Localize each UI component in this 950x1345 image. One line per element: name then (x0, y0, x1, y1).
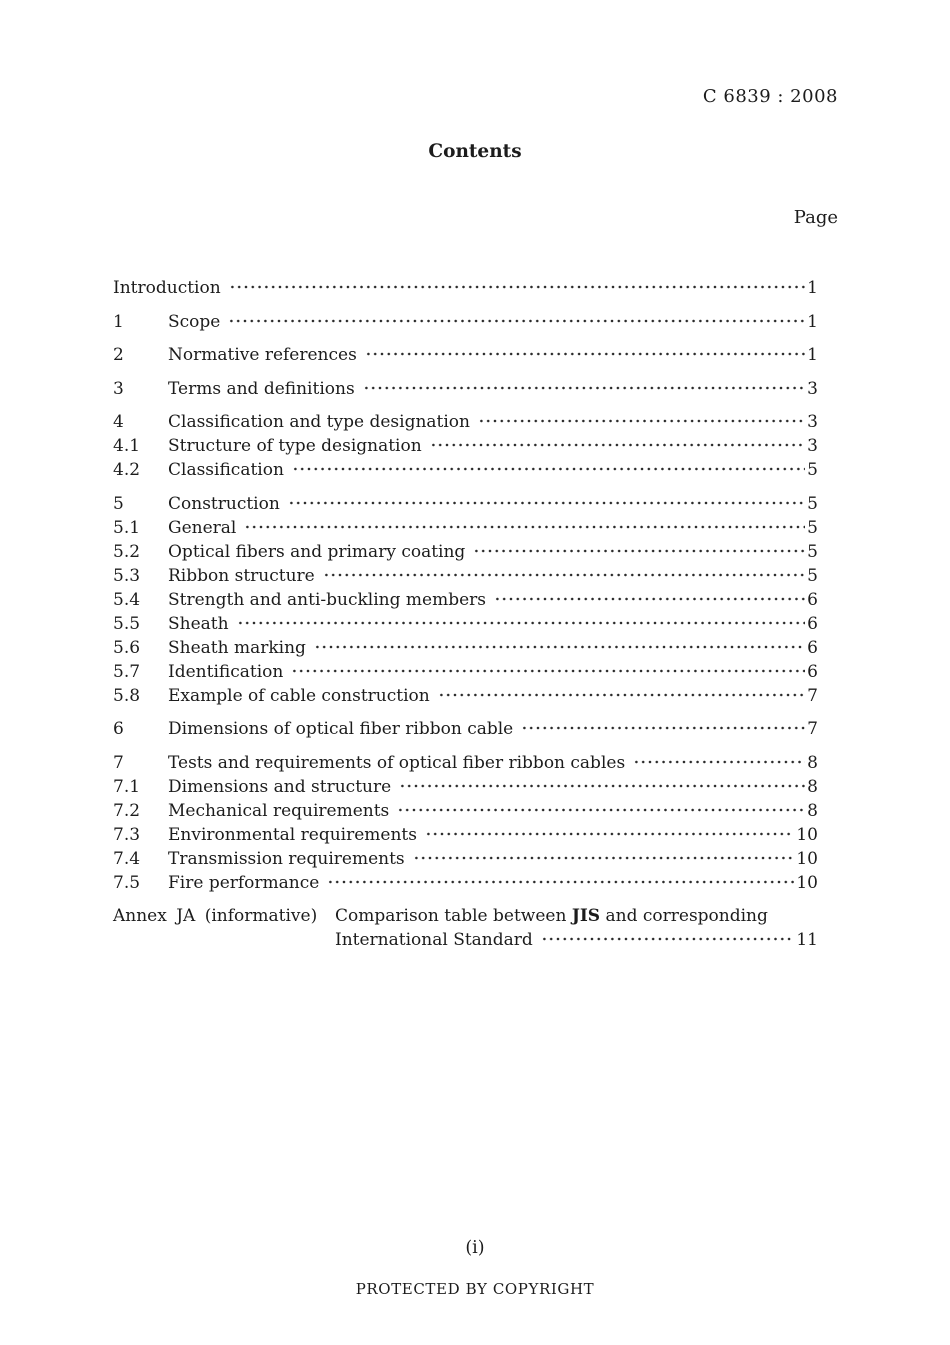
toc-row (113, 492, 818, 516)
toc-entry-title: Classification (168, 460, 284, 480)
toc-entry-page: 5 (807, 517, 818, 538)
table-of-contents (113, 276, 818, 952)
toc-entry-title: Introduction (113, 278, 221, 298)
toc-entry-page: 8 (807, 800, 818, 821)
toc-entry-page: 10 (796, 824, 818, 845)
annex-title-line2-text: International Standard (335, 930, 533, 950)
dot-leader (237, 620, 806, 626)
toc-entry-page: 6 (807, 613, 818, 634)
toc-row (113, 276, 818, 300)
dot-leader (413, 855, 795, 861)
toc-entry-page: 8 (807, 776, 818, 797)
toc-entry-page: 5 (807, 541, 818, 562)
toc-entry-number: 5.2 (113, 541, 141, 562)
toc-entry-number: 5.6 (113, 637, 141, 658)
dot-leader (521, 725, 805, 731)
toc-row (113, 343, 818, 367)
toc-entry-page: 1 (807, 311, 818, 332)
toc-entry-number: 7.2 (113, 800, 141, 821)
toc-row (113, 660, 818, 684)
toc-entry-number: 4.2 (113, 460, 141, 480)
toc-entry-number: 1 (113, 311, 124, 332)
toc-entry-page: 7 (807, 685, 818, 706)
toc-entry-title: Dimensions of optical fiber ribbon cable (168, 719, 514, 739)
toc-entry-page: 1 (807, 345, 818, 365)
toc-entry-page: 5 (807, 565, 818, 586)
dot-leader (314, 644, 805, 650)
toc-entry-number: 7.5 (113, 872, 141, 893)
dot-leader (473, 548, 805, 554)
toc-entry-page: 3 (807, 436, 818, 456)
toc-entry-number: 3 (113, 378, 124, 399)
dot-leader (397, 807, 805, 813)
toc-row (113, 717, 818, 741)
dot-leader (633, 759, 805, 765)
toc-entry-page: 5 (807, 493, 818, 514)
page-column-label: Page (793, 207, 838, 228)
dot-leader (244, 524, 805, 530)
annex-label: Annex JA (informative) (113, 906, 318, 926)
toc-row (113, 588, 818, 612)
toc-entry-title: Terms and definitions (168, 378, 355, 399)
dot-leader (323, 572, 805, 578)
toc-entry-page: 1 (807, 278, 818, 298)
annex-title-text-cont: and corresponding (605, 906, 768, 926)
toc-row (113, 516, 818, 540)
toc-entry-number: 7 (113, 752, 124, 773)
toc-entry-title: Environmental requirements (168, 824, 417, 845)
toc-entry-number: 5.7 (113, 661, 141, 682)
toc-row (113, 871, 818, 895)
toc-entry-number: 4.1 (113, 436, 141, 456)
toc-entry-page: 6 (807, 661, 818, 682)
toc-entry-title: Identification (168, 661, 284, 682)
toc-entry-page: 8 (807, 752, 818, 773)
toc-entry-title: Sheath marking (168, 637, 306, 658)
toc-row (113, 684, 818, 708)
annex-title-block (335, 904, 818, 952)
toc-entry-number: 7.1 (113, 776, 141, 797)
toc-row (113, 410, 818, 434)
dot-leader (399, 783, 805, 789)
toc-entry-page: 5 (807, 460, 818, 480)
toc-row (113, 458, 818, 482)
toc-entry-number: 4 (113, 412, 124, 432)
toc-entry-number: 5 (113, 493, 124, 514)
toc-entry-page: 10 (796, 872, 818, 893)
dot-leader (288, 500, 805, 506)
toc-row (113, 847, 818, 871)
dot-leader (541, 936, 795, 942)
toc-entry-title: Fire performance (168, 872, 320, 893)
toc-row (113, 823, 818, 847)
toc-entry-number: 7.4 (113, 848, 141, 869)
toc-row (113, 612, 818, 636)
annex-title-text: Comparison table between (335, 906, 567, 926)
toc-entry-number: 5.4 (113, 589, 141, 610)
toc-entry-page: 6 (807, 637, 818, 658)
toc-row (113, 564, 818, 588)
footer-copyright-notice: PROTECTED BY COPYRIGHT (355, 1280, 595, 1298)
toc-entry-title: Example of cable construction (168, 685, 430, 706)
toc-entry-title: Strength and anti-buckling members (168, 589, 487, 610)
toc-entry-number: 5.8 (113, 685, 141, 706)
toc-entry-number: 2 (113, 345, 124, 365)
toc-entry-number: 5.5 (113, 613, 141, 634)
toc-entry-title: Construction (168, 493, 280, 514)
dot-leader (430, 442, 805, 448)
toc-row (113, 799, 818, 823)
toc-entry-page: 10 (796, 848, 818, 869)
toc-entry-number: 6 (113, 719, 124, 739)
annex-entry (113, 904, 818, 952)
toc-entry-page: 3 (807, 412, 818, 432)
toc-entry-title: Transmission requirements (168, 848, 405, 869)
toc-entry-page: 7 (807, 719, 818, 739)
annex-title-line2 (335, 928, 818, 952)
page-title: Contents (428, 141, 522, 162)
dot-leader (425, 831, 794, 837)
dot-leader (494, 596, 805, 602)
toc-entry-number: 5.1 (113, 517, 141, 538)
toc-entry-title: Classification and type designation (168, 412, 470, 432)
toc-row (113, 377, 818, 401)
toc-row (113, 636, 818, 660)
toc-row (113, 775, 818, 799)
toc-entry-number: 5.3 (113, 565, 141, 586)
footer-page-number: (i) (465, 1238, 485, 1258)
toc-entry-title: Structure of type designation (168, 436, 422, 456)
toc-entry-title: General (168, 517, 237, 538)
toc-entry-title: Tests and requirements of optical fiber ribbon cables (168, 752, 626, 773)
toc-entry-title: Sheath (168, 613, 229, 634)
dot-leader (363, 385, 806, 391)
toc-entry-page: 3 (807, 378, 818, 399)
dot-leader (228, 318, 805, 324)
toc-entry-title: Ribbon structure (168, 565, 315, 586)
dot-leader (291, 668, 805, 674)
dot-leader (327, 879, 794, 885)
annex-title-bold-jis: JIS (571, 906, 601, 926)
toc-row (113, 434, 818, 458)
toc-entry-title: Optical fibers and primary coating (168, 541, 466, 562)
toc-entry-number: 7.3 (113, 824, 141, 845)
toc-list (113, 276, 818, 895)
toc-row (113, 310, 818, 334)
dot-leader (438, 692, 805, 698)
toc-entry-title: Dimensions and structure (168, 776, 392, 797)
dot-leader (229, 284, 806, 290)
toc-entry-page: 6 (807, 589, 818, 610)
dot-leader (365, 351, 805, 357)
dot-leader (292, 466, 805, 472)
toc-entry-title: Scope (168, 311, 221, 332)
annex-title-line1 (335, 906, 768, 926)
dot-leader (478, 418, 805, 424)
annex-page-number: 11 (796, 930, 818, 950)
toc-entry-title: Normative references (168, 345, 357, 365)
document-number: C 6839 : 2008 (702, 86, 838, 107)
toc-row (113, 751, 818, 775)
toc-entry-title: Mechanical requirements (168, 800, 390, 821)
toc-row (113, 540, 818, 564)
